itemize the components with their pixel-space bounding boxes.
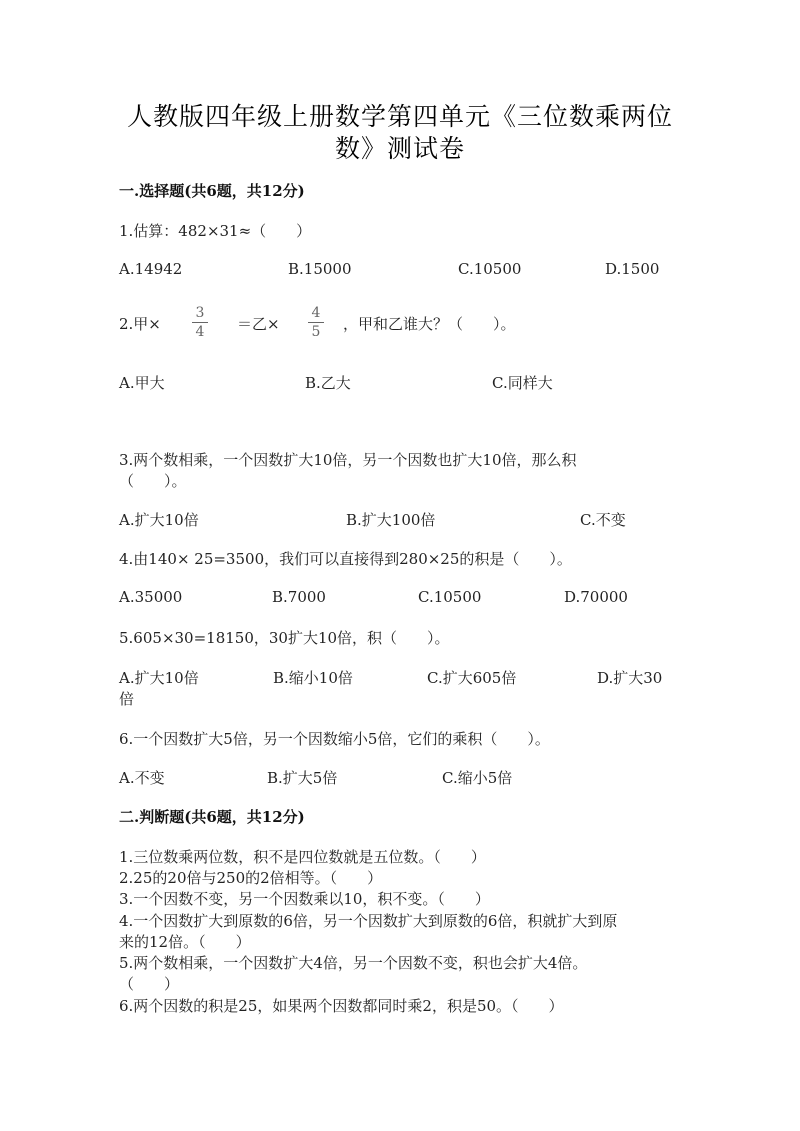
q4-option-d: D.70000 [564, 588, 628, 606]
q2-fraction-2-numerator: 4 [311, 305, 321, 321]
q4-option-c: C.10500 [418, 588, 482, 606]
q5-option-b: B.缩小10倍 [273, 669, 353, 687]
section2-heading: 二.判断题(共6题，共12分) [119, 808, 305, 826]
q3-stem-line1: 3.两个数相乘，一个因数扩大10倍，另一个因数也扩大10倍，那么积 [119, 451, 577, 469]
q6-option-b: B.扩大5倍 [267, 769, 338, 787]
q2-stem-part3: ，甲和乙谁大？（ ）。 [343, 315, 516, 333]
q6-option-a: A.不变 [119, 769, 165, 787]
q5-option-a: A.扩大10倍 [119, 669, 199, 687]
q2-fraction-2-denominator: 5 [311, 324, 321, 340]
q2-stem-part2: ＝乙× [237, 315, 280, 333]
judge-item-6: 6.两个因数的积是25，如果两个因数都同时乘2，积是50。（ ） [119, 997, 564, 1015]
fraction-bar [308, 322, 324, 323]
judge-item-3: 3.一个因数不变，另一个因数乘以10，积不变。（ ） [119, 890, 490, 908]
q1-option-a: A.14942 [119, 260, 183, 278]
q2-option-c: C.同样大 [492, 374, 553, 392]
q1-option-d: D.1500 [605, 260, 660, 278]
judge-item-5-line1: 5.两个数相乘，一个因数扩大4倍，另一个因数不变，积也会扩大4倍。 [119, 954, 588, 972]
section1-heading: 一.选择题(共6题，共12分) [119, 182, 305, 200]
fraction-bar [192, 322, 208, 323]
q4-option-a: A.35000 [119, 588, 183, 606]
q3-stem-line2: （ ）。 [119, 472, 187, 490]
q1-option-c: C.10500 [458, 260, 522, 278]
judge-item-1: 1.三位数乘两位数，积不是四位数就是五位数。（ ） [119, 848, 486, 866]
judge-item-4-line2: 来的12倍。（ ） [119, 933, 251, 951]
q4-stem: 4.由140× 25=3500，我们可以直接得到280×25的积是（ ）。 [119, 550, 572, 568]
q2-fraction-1 [192, 305, 208, 340]
q2-option-a: A.甲大 [119, 374, 165, 392]
q6-option-c: C.缩小5倍 [442, 769, 513, 787]
q2-stem-part1: 2.甲× [119, 315, 161, 333]
q1-stem: 1.估算：482×31≈（ ） [119, 222, 312, 240]
q2-option-b: B.乙大 [305, 374, 351, 392]
judge-item-5-line2: （ ） [119, 975, 180, 993]
q5-option-d: D.扩大30 [597, 669, 663, 687]
q3-option-b: B.扩大100倍 [346, 511, 436, 529]
q6-stem: 6.一个因数扩大5倍，另一个因数缩小5倍，它们的乘积（ ）。 [119, 730, 550, 748]
q3-option-c: C.不变 [580, 511, 626, 529]
q2-fraction-2 [308, 305, 324, 340]
q1-option-b: B.15000 [288, 260, 352, 278]
q5-option-c: C.扩大605倍 [427, 669, 517, 687]
judge-item-4-line1: 4.一个因数扩大到原数的6倍，另一个因数扩大到原数的6倍，积就扩大到原 [119, 912, 618, 930]
document-title-line2: 数》测试卷 [334, 134, 465, 163]
q2-fraction-1-numerator: 3 [195, 305, 205, 321]
q5-stem: 5.605×30=18150，30扩大10倍，积（ ）。 [119, 629, 450, 647]
judge-item-2: 2.25的20倍与250的2倍相等。（ ） [119, 869, 383, 887]
q2-fraction-1-denominator: 4 [195, 324, 205, 340]
q5-option-d-wrap: 倍 [119, 690, 135, 708]
document-title-line1: 人教版四年级上册数学第四单元《三位数乘两位 [126, 102, 673, 131]
q4-option-b: B.7000 [272, 588, 326, 606]
q3-option-a: A.扩大10倍 [119, 511, 199, 529]
